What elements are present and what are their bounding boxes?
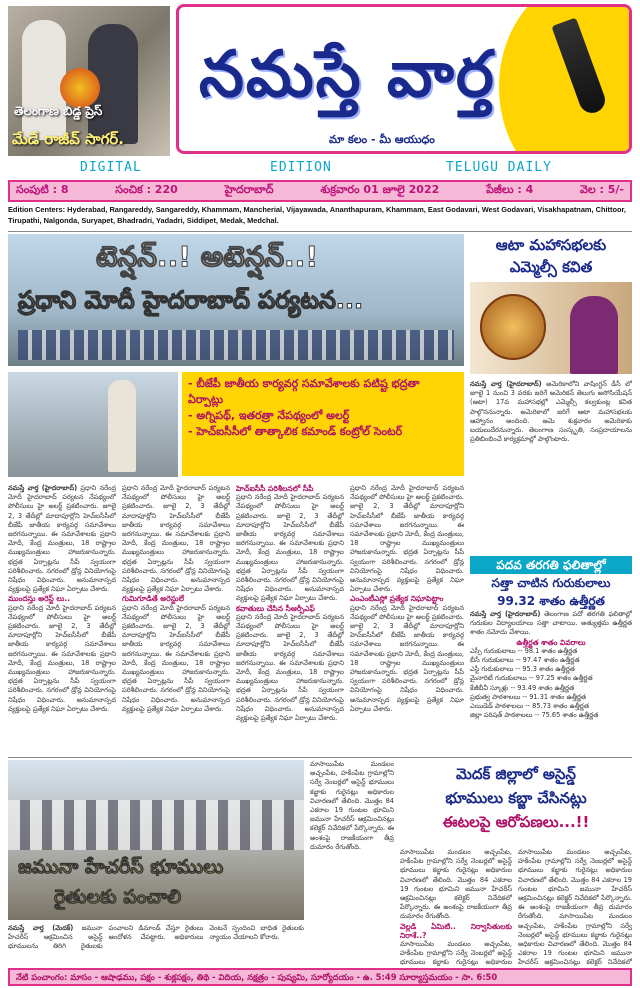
edition-center: EDITION xyxy=(270,160,332,175)
edition-right: TELUGU DAILY xyxy=(446,160,552,175)
lead-body-3b: ప్రధాని నరేంద్ర మోదీ హైదరాబాద్ పర్యటన నేపథ్యంలో పోలీసులు హై అలర్ట్ ప్రకటించారు. జూలై 2, 3 తేదీల్లో మాదాపూర్లోని హెచ్ఐసీసీలో బీజేపీ జాతీయ కార్యవర్గ సమావేశాలు జరగనున్నాయి. ఈ సమావేశాలకు ప్రధాని మోదీ, కేంద్ర మంత్రులు, 18 రాష్ట్రాల ముఖ్యమంత్రులు హాజరుకానున్నారు. భద్రత ఏర్పాట్లను సీపీ స్వయంగా పరిశీలించారు. నగరంలో డ్రోన్ల వినియోగంపై నిషేధం విధించారు. అనుమానాస్పద వ్యక్తులపై ప్రత్యేక నిఘా ఏర్పాటు చేశారు. xyxy=(236,612,344,723)
publish-date: శుక్రవారం 01 జూలై 2022 xyxy=(320,183,440,196)
stat-8: జిల్లా పరిషత్ పాఠశాలలు -- 75.65 శాతం ఉత్తీర్ణత xyxy=(470,711,599,720)
lead-dateline: నమస్తే వార్త (హైదరాబాద్) xyxy=(8,484,78,492)
lead-col-1 xyxy=(8,484,116,752)
newspaper-title: నమస్తే వార్త xyxy=(199,37,496,112)
cutout-figure xyxy=(108,380,136,472)
medak-headline-2: భూములు కబ్జా చేసినట్లు xyxy=(445,789,587,807)
results-headline-3: 99.32 శాతం ఉత్తీర్ణత xyxy=(497,594,605,608)
city: హైదరాబాద్ xyxy=(224,183,274,196)
ata-headline-1: ఆటా మహాసభలకు xyxy=(495,236,607,254)
price: వెల : 5/- xyxy=(580,183,624,196)
lead-body-4b: ప్రధాని నరేంద్ర మోదీ హైదరాబాద్ పర్యటన నేపథ్యంలో పోలీసులు హై అలర్ట్ ప్రకటించారు. జూలై 2, 3 తేదీల్లో మాదాపూర్లోని హెచ్ఐసీసీలో బీజేపీ జాతీయ కార్యవర్గ సమావేశాలు జరగనున్నాయి. ఈ సమావేశాలకు ప్రధాని మోదీ, కేంద్ర మంత్రులు, 18 రాష్ట్రాల ముఖ్యమంత్రులు హాజరుకానున్నారు. భద్రత ఏర్పాట్లను సీపీ స్వయంగా పరిశీలించారు. నగరంలో డ్రోన్ల వినియోగంపై నిషేధం విధించారు. అనుమానాస్పద వ్యక్తులపై ప్రత్యేక నిఘా ఏర్పాటు చేశారు. xyxy=(350,603,464,713)
subhead-gathering: గుమిగూడితే అరెస్టులే xyxy=(122,594,184,604)
stat-4: మైనారిటీ గురుకులాలు -- 97.25 శాతం ఉత్తీర్ణత xyxy=(470,674,593,683)
ata-text: అమెరికాలోని వాషింగ్టన్ డీసీ లో జూలై 1 నుంచి 3 వరకు జరిగే అమెరికన్ తెలుగు అసోసియేషన్ (ఆటా) 17వ మహాసభల్లో ఎమ్మెల్సీ కల్వకుంట్ల కవిత పాల్గొననున్నారు. అమెరికాలో జరిగే ఆటా మహాసభలకు ఆహ్వానం అందింది. ఆమె శుక్రవారం అమెరికాకు బయలుదేరనున్నారు. తెలంగాణ సంస్కృతి, సంప్రదాయాలను ప్రతిబింబించే కార్యక్రమాల్లో పాల్గొంటారు. xyxy=(470,380,632,444)
edition-centers-label: Edition Centers: xyxy=(8,205,66,214)
bullet-2: - అగ్నిపథ్, ఇతరత్రా నేపథ్యంలో అలర్ట్ xyxy=(188,409,350,422)
lead-body-2b: ప్రధాని నరేంద్ర మోదీ హైదరాబాద్ పర్యటన నేపథ్యంలో పోలీసులు హై అలర్ట్ ప్రకటించారు. జూలై 2, 3 తేదీల్లో మాదాపూర్లోని హెచ్ఐసీసీలో బీజేపీ జాతీయ కార్యవర్గ సమావేశాలు జరగనున్నాయి. ఈ సమావేశాలకు ప్రధాని మోదీ, కేంద్ర మంత్రులు, 18 రాష్ట్రాల ముఖ్యమంత్రులు హాజరుకానున్నారు. భద్రత ఏర్పాట్లను సీపీ స్వయంగా పరిశీలించారు. నగరంలో డ్రోన్ల వినియోగంపై నిషేధం విధించారు. అనుమానాస్పద వ్యక్తులపై ప్రత్యేక నిఘా ఏర్పాటు చేశారు. xyxy=(122,603,230,713)
farmers-headline-1: జమునా హేచరీస్ భూములు xyxy=(18,856,224,878)
flower-bouquet xyxy=(60,68,100,108)
modi-cutout-photo xyxy=(8,372,178,477)
medak-col-mid xyxy=(400,848,512,966)
results-headline-1: పదవ తరగతి ఫలితాల్లో xyxy=(470,556,632,574)
bottom-story-farmers xyxy=(8,760,304,966)
lead-body-2: ప్రధాని నరేంద్ర మోదీ హైదరాబాద్ పర్యటన నేపథ్యంలో పోలీసులు హై అలర్ట్ ప్రకటించారు. జూలై 2, 3 తేదీల్లో మాదాపూర్లోని హెచ్ఐసీసీలో బీజేపీ జాతీయ కార్యవర్గ సమావేశాలు జరగనున్నాయి. ఈ సమావేశాలకు ప్రధాని మోదీ, కేంద్ర మంత్రులు, 18 రాష్ట్రాల ముఖ్యమంత్రులు హాజరుకానున్నారు. భద్రత ఏర్పాట్లను సీపీ స్వయంగా పరిశీలించారు. నగరంలో డ్రోన్ల వినియోగంపై నిషేధం విధించారు. అనుమానాస్పద వ్యక్తులపై ప్రత్యేక నిఘా ఏర్పాటు చేశారు. xyxy=(122,484,230,594)
person-figure-1 xyxy=(22,20,66,140)
results-subhead: ఉత్తీర్ణత శాతం వివరాలు xyxy=(516,637,586,647)
issue-number: సంచిక : 220 xyxy=(115,183,178,196)
bottom-story-medak xyxy=(310,760,632,966)
ata-photo xyxy=(470,282,632,374)
results-dateline: నమస్తే వార్త (హైదరాబాద్) xyxy=(470,610,541,618)
stat-7: ఎయిడెడ్ పాఠశాలలు -- 85.73 శాతం ఉత్తీర్ణత xyxy=(470,702,589,711)
stat-5: కేజీబీవీ స్కూళ్లు -- 93.49 శాతం ఉత్తీర్ణత xyxy=(470,683,575,692)
lead-col-4 xyxy=(350,484,464,752)
headline-1: టెన్షన్..! అటెన్షన్..! xyxy=(96,240,319,273)
ata-headline-2: ఎమ్మెల్సీ కవిత xyxy=(509,258,593,276)
edition-centers-list: Hyderabad, Rangareddy, Sangareddy, Khammam, Mancherial, Vijayawada, Ananthapuram, Khammam, East Godavari, West Godavari, Visakhapatnam, Chittoor, Tirupathi, Nalgonda, Suryapet, Bhadradri, Yadadri, Siddipet, Medak, Medchal. xyxy=(8,205,626,225)
farmers-photo xyxy=(8,760,304,920)
stat-1: ఎస్సీ గురుకులాలు -- 98.1 శాతం ఉత్తీర్ణత xyxy=(470,646,578,655)
panchangam-text: నేటి పంచాంగం: మాసం - ఆషాఢము, పక్షం - శుక్లపక్షం, తిథి - విదియ, నక్షత్రం - పుష్యమి, సూర్యోదయం - ఉ. 5:49 సూర్యాస్తమయం - సా. 6:50 xyxy=(16,972,498,982)
subhead-mmts: ఎంఎంటీఎస్లో ప్రత్యేక నిఘాపెట్టాం xyxy=(350,594,444,604)
medak-col-left xyxy=(310,760,394,966)
divider xyxy=(8,757,632,758)
lead-story xyxy=(8,234,464,754)
stat-6: ప్రభుత్వ పాఠశాలలు -- 91.31 శాతం ఉత్తీర్ణత xyxy=(470,692,587,701)
subhead-crpf: కవాతులు చేసిన సీఆర్పీఎఫ్ xyxy=(236,603,315,613)
volume-number: సంపుటి : 8 xyxy=(16,183,69,196)
farmers-headline-2: రైతులకు పంచాలి xyxy=(54,886,182,908)
page-count: పేజీలు : 4 xyxy=(486,183,534,196)
lead-body-4: ప్రధాని నరేంద్ర మోదీ హైదరాబాద్ పర్యటన నేపథ్యంలో పోలీసులు హై అలర్ట్ ప్రకటించారు. జూలై 2, 3 తేదీల్లో మాదాపూర్లోని హెచ్ఐసీసీలో బీజేపీ జాతీయ కార్యవర్గ సమావేశాలు జరగనున్నాయి. ఈ సమావేశాలకు ప్రధాని మోదీ, కేంద్ర మంత్రులు, 18 రాష్ట్రాల ముఖ్యమంత్రులు హాజరుకానున్నారు. భద్రత ఏర్పాట్లను సీపీ స్వయంగా పరిశీలించారు. నగరంలో డ్రోన్ల వినియోగంపై నిషేధం విధించారు. అనుమానాస్పద వ్యక్తులపై ప్రత్యేక నిఘా ఏర్పాటు చేశారు. xyxy=(350,484,464,594)
results-text: తెలంగాణ పదో తరగతి ఫలితాల్లో గురుకుల విద్యాలయాలు సత్తా చాటాయి. అత్యుత్తమ ఉత్తీర్ణత శాతం నమోదు చేశాయి. xyxy=(470,610,632,637)
divider xyxy=(8,231,632,232)
stat-3: ఎస్టీ గురుకులాలు -- 95.3 శాతం ఉత్తీర్ణత xyxy=(470,665,575,674)
lead-banner-photo xyxy=(8,234,464,366)
crowd-banner xyxy=(18,330,454,360)
footer-panchangam-bar xyxy=(8,968,632,986)
medak-text-e: మాసాయిపేట మండలం అచ్చంపేట, హకీంపేట గ్రామాల్లోని సర్వే నెంబర్లలో అసైన్డ్ భూములు కబ్జాకు గురైనట్లు అధికారుల విచారణలో తేలింది. మొత్తం 84 ఎకరాల 19 గుంటల భూమిని జమునా హేచరీస్ ఆక్రమించినట్లు కలెక్టర్ నివేదికలో xyxy=(518,912,632,966)
bullet-1: - బీజేపీ జాతీయ కార్యవర్గ సమావేశాలకు పటిష్ట భద్రతా ఏర్పాట్లు xyxy=(188,377,420,406)
medak-col-right xyxy=(518,848,632,966)
photo-caption-1: తెలంగాణ బిడ్డ ప్రెస్ xyxy=(14,104,103,118)
medak-text-a: మాసాయిపేట మండలం అచ్చంపేట, హకీంపేట గ్రామాల్లోని సర్వే నెంబర్లలో అసైన్డ్ భూములు కబ్జాకు గురైనట్లు అధికారుల విచారణలో తేలింది. మొత్తం 84 ఎకరాల 19 గుంటల భూమిని జమునా హేచరీస్ ఆక్రమించినట్లు కలెక్టర్ నివేదికలో పేర్కొన్నారు. ఈ అంశంపై రాజకీయంగా తీవ్ర దుమారం రేగుతోంది. xyxy=(310,760,394,851)
lead-col-2 xyxy=(122,484,230,752)
bullet-3: - హెచ్ఐసీసీలో తాత్కాలిక కమాండ్ కంట్రోల్ సెంటర్ xyxy=(188,425,403,438)
ata-emblem xyxy=(480,294,546,360)
lead-col-3 xyxy=(236,484,344,752)
stat-2: బీసీ గురుకులాలు -- 97.47 శాతం ఉత్తీర్ణత xyxy=(470,656,580,665)
masthead-logo-box xyxy=(176,4,632,154)
crowd xyxy=(8,800,304,850)
medak-subhead: వెల్లడి ఏమిటి.. నిర్వాసితులకు నిరాశే..? xyxy=(400,921,512,940)
results-body xyxy=(470,610,632,750)
medak-text-d: మాసాయిపేట మండలం అచ్చంపేట, హకీంపేట గ్రామాల్లోని సర్వే నెంబర్లలో అసైన్డ్ భూములు కబ్జాకు గురైనట్లు అధికారుల విచారణలో తేలింది. మొత్తం 84 ఎకరాల 19 గుంటల భూమిని జమునా హేచరీస్ ఆక్రమించినట్లు కలెక్టర్ నివేదికలో పేర్కొన్నారు. ఈ అంశంపై రాజకీయంగా తీవ్ర దుమారం రేగుతోంది. xyxy=(518,848,632,921)
edition-bar xyxy=(8,158,632,178)
lead-body-1b: ప్రధాని నరేంద్ర మోదీ హైదరాబాద్ పర్యటన నేపథ్యంలో పోలీసులు హై అలర్ట్ ప్రకటించారు. జూలై 2, 3 తేదీల్లో మాదాపూర్లోని హెచ్ఐసీసీలో బీజేపీ జాతీయ కార్యవర్గ సమావేశాలు జరగనున్నాయి. ఈ సమావేశాలకు ప్రధాని మోదీ, కేంద్ర మంత్రులు, 18 రాష్ట్రాల ముఖ్యమంత్రులు హాజరుకానున్నారు. భద్రత ఏర్పాట్లను సీపీ స్వయంగా పరిశీలించారు. నగరంలో డ్రోన్ల వినియోగంపై నిషేధం విధించారు. అనుమానాస్పద వ్యక్తులపై ప్రత్యేక నిఘా ఏర్పాటు చేశారు. xyxy=(8,603,116,713)
subhead-hicc: హెచ్ఐసీసీ పరిశీలనలో సీపీ xyxy=(236,484,314,493)
results-headline-2: సత్తా చాటిన గురుకులాలు xyxy=(491,576,611,590)
medak-text-c: మాసాయిపేట మండలం అచ్చంపేట, హకీంపేట గ్రామాల్లోని సర్వే నెంబర్లలో అసైన్డ్ భూములు కబ్జాకు గురైనట్లు అధికారుల xyxy=(400,940,512,966)
masthead-photo xyxy=(8,6,170,156)
medak-headline-3: ఈటలపై ఆరోపణలు...!! xyxy=(442,813,590,831)
lead-bullets xyxy=(182,372,464,476)
medak-headline-box xyxy=(400,762,632,844)
farmers-text: జమునా హేచరీస్ ఆక్రమించిన అసైన్డ్ భూములను తిరిగి రైతులకు పంచాలని డిమాండ్ చేస్తూ రైతులు ఆందోళన చేపట్టారు. అధికారులు వెంటనే స్పందించి బాధిత రైతులకు న్యాయం చేయాలని కోరారు. xyxy=(8,924,304,951)
medak-text-b: మాసాయిపేట మండలం అచ్చంపేట, హకీంపేట గ్రామాల్లోని సర్వే నెంబర్లలో అసైన్డ్ భూములు కబ్జాకు గురైనట్లు అధికారుల విచారణలో తేలింది. మొత్తం 84 ఎకరాల 19 గుంటల భూమిని జమునా హేచరీస్ ఆక్రమించినట్లు కలెక్టర్ నివేదికలో పేర్కొన్నారు. ఈ అంశంపై రాజకీయంగా తీవ్ర దుమారం రేగుతోంది. xyxy=(400,848,512,921)
newspaper-tagline: మా కలం - మీ ఆయుధం xyxy=(329,133,435,146)
ata-person xyxy=(570,296,618,374)
farmers-body xyxy=(8,924,304,966)
lead-body-3: ప్రధాని నరేంద్ర మోదీ హైదరాబాద్ పర్యటన నేపథ్యంలో పోలీసులు హై అలర్ట్ ప్రకటించారు. జూలై 2, 3 తేదీల్లో మాదాపూర్లోని హెచ్ఐసీసీలో బీజేపీ జాతీయ కార్యవర్గ సమావేశాలు జరగనున్నాయి. ఈ సమావేశాలకు ప్రధాని మోదీ, కేంద్ర మంత్రులు, 18 రాష్ట్రాల ముఖ్యమంత్రులు హాజరుకానున్నారు. భద్రత ఏర్పాట్లను సీపీ స్వయంగా పరిశీలించారు. నగరంలో డ్రోన్ల వినియోగంపై నిషేధం విధించారు. అనుమానాస్పద వ్యక్తులపై ప్రత్యేక నిఘా ఏర్పాటు చేశారు. xyxy=(236,493,344,603)
side-story-ata xyxy=(470,234,632,554)
farmers-dateline: నమస్తే వార్త (మెదక్) xyxy=(8,924,74,932)
edition-left: DIGITAL xyxy=(80,160,142,175)
lead-body-1: ప్రధాని నరేంద్ర మోదీ హైదరాబాద్ పర్యటన నేపథ్యంలో పోలీసులు హై అలర్ట్ ప్రకటించారు. జూలై 2, 3 తేదీల్లో మాదాపూర్లోని హెచ్ఐసీసీలో బీజేపీ జాతీయ కార్యవర్గ సమావేశాలు జరగనున్నాయి. ఈ సమావేశాలకు ప్రధాని మోదీ, కేంద్ర మంత్రులు, 18 రాష్ట్రాల ముఖ్యమంత్రులు హాజరుకానున్నారు. భద్రత ఏర్పాట్లను సీపీ స్వయంగా పరిశీలించారు. నగరంలో డ్రోన్ల వినియోగంపై నిషేధం విధించారు. అనుమానాస్పద వ్యక్తులపై ప్రత్యేక నిఘా ఏర్పాటు చేశారు. xyxy=(8,484,116,594)
edition-centers xyxy=(8,204,632,230)
photo-caption-2: మేడే రాజీవ్ సాగర్. xyxy=(12,130,124,148)
side-story-results xyxy=(470,556,632,754)
medak-headline-1: మెదక్ జిల్లాలో అసైన్డ్ xyxy=(456,765,576,783)
ata-body xyxy=(470,380,632,548)
ata-dateline: నమస్తే వార్త (హైదరాబాద్) xyxy=(470,380,542,388)
info-bar xyxy=(8,180,632,202)
headline-2: ప్రధాని మోదీ హైదరాబాద్ పర్యటన... xyxy=(18,286,364,314)
subhead-arrests: ముందస్తు అరెస్ట్ లు.. xyxy=(8,594,71,604)
